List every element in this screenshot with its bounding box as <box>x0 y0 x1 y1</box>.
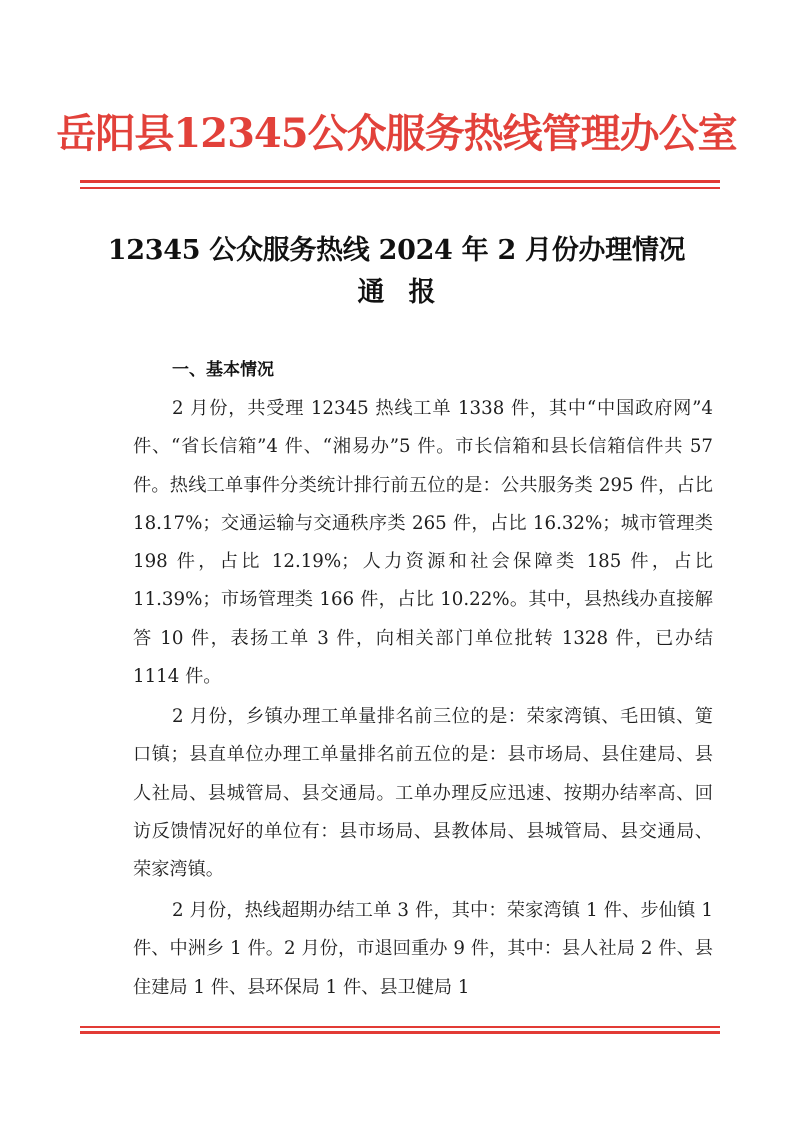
letterhead-rule-thin <box>80 187 720 189</box>
body-paragraph: 2 月份，热线超期办结工单 3 件，其中：荣家湾镇 1 件、步仙镇 1 件、中洲乡 1 件。2 月份，市退回重办 9 件，其中：县人社局 2 件、县住建局 1 件、县环保局 1 件、县卫健局 1 <box>133 900 713 998</box>
footer-rule-thick <box>80 1031 720 1034</box>
footer-rule-thin <box>80 1026 720 1028</box>
letterhead-rule-thick <box>80 180 720 183</box>
document-title-line2: 通报 <box>357 277 460 308</box>
body-paragraph: 2 月份，乡镇办理工单量排名前三位的是：荣家湾镇、毛田镇、筻口镇；县直单位办理工单量排名前五位的是：县市场局、县住建局、县人社局、县城管局、县交通局。工单办理反应迅速、按期办结率高、回访反馈情况好的单位有：县市场局、县教体局、县城管局、县交通局、荣家湾镇。 <box>133 706 713 881</box>
section-heading: 一、基本情况 <box>172 360 274 380</box>
body-paragraph: 2 月份，共受理 12345 热线工单 1338 件，其中“中国政府网”4 件、“省长信箱”4 件、“湘易办”5 件。市长信箱和县长信箱信件共 57 件。热线工单事件分类统计排行前五位的是：公共服务类 295 件，占比 18.17%；交通运输与交通秩序类 265 件，占比 16.32%；城市管理类 198 件，占比 12.19%；人力资源和社会保障类 185 件，占比 11.39%；市场管理类 166 件，占比 10.22%。其中，县热线办直接解答 10 件，表扬工单 3 件，向相关部门单位批转 1328 件，已办结 1114 件。 <box>133 398 713 688</box>
letterhead-title: 岳阳县12345公众服务热线管理办公室 <box>56 110 737 157</box>
document-title: 12345 公众服务热线 2024 年 2 月份办理情况 <box>107 235 686 266</box>
